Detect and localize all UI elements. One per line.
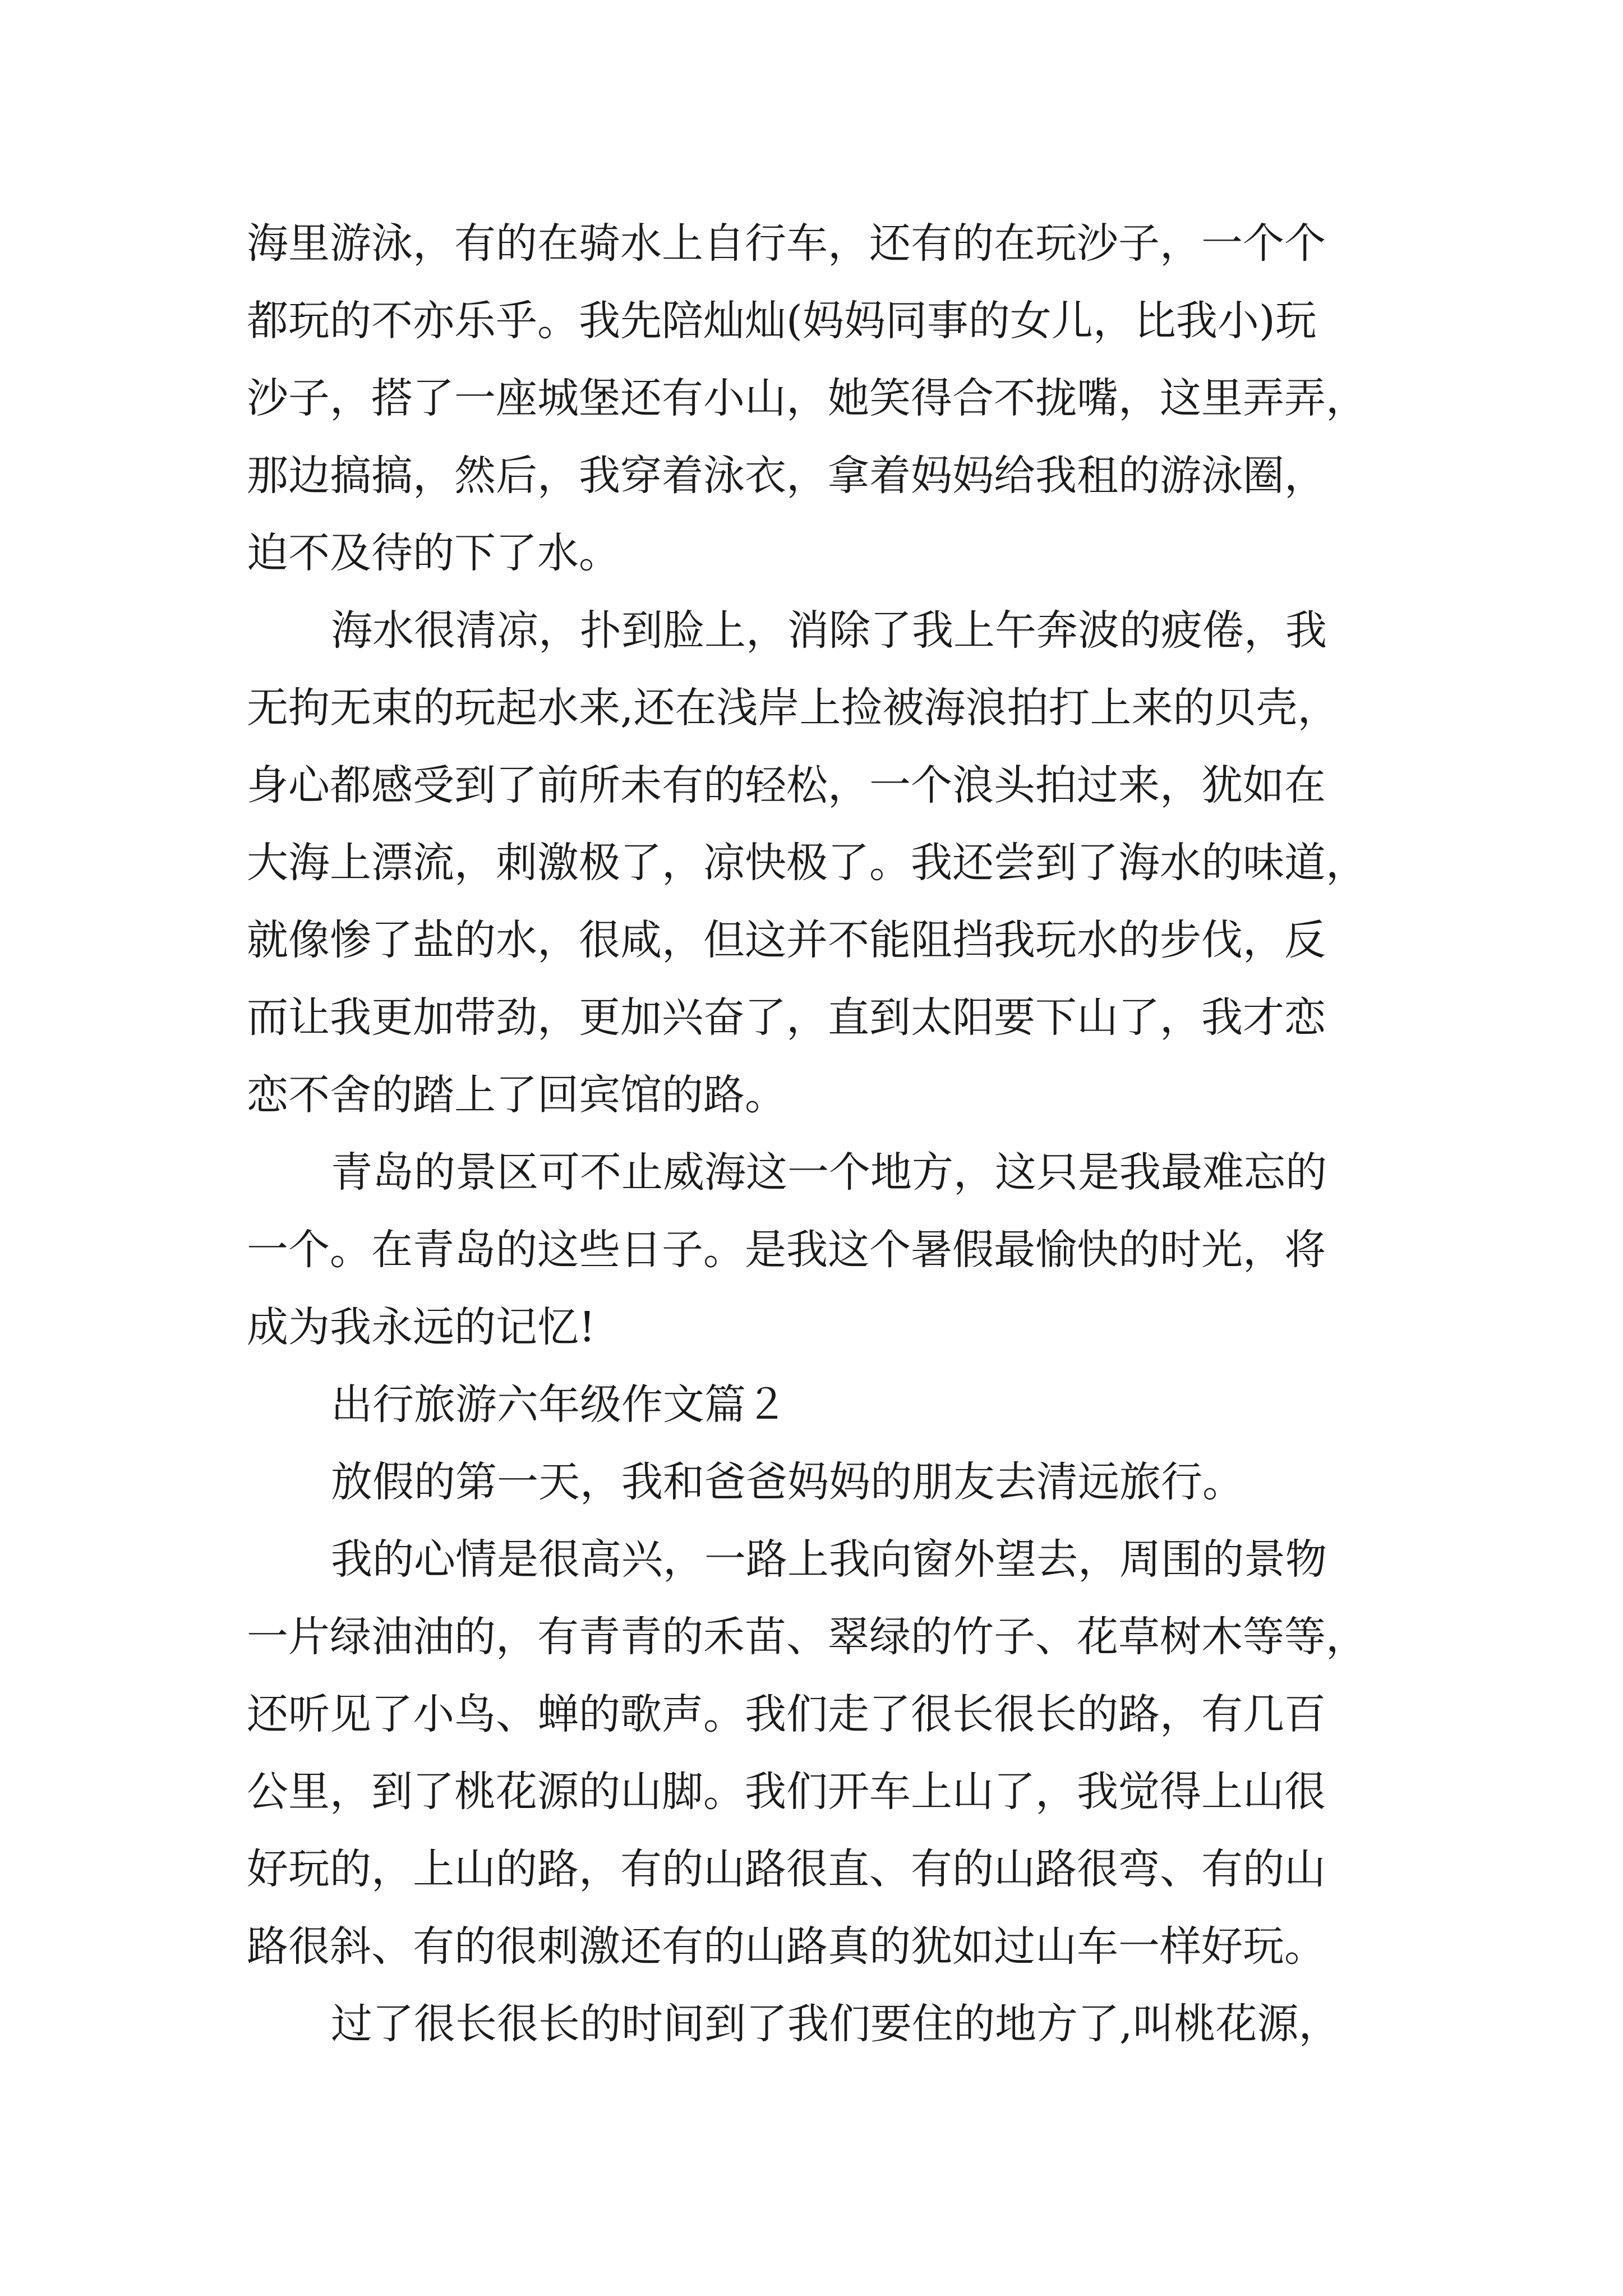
paragraph-start-line: 过了很长很长的时间到了我们要住的地方了,叫桃花源， — [331, 2000, 1340, 2048]
text-line: 大海上漂流，刺激极了，凉快极了。我还尝到了海水的味道， — [247, 839, 1367, 887]
paragraph-start-line: 我的心情是很高兴，一路上我向窗外望去，周围的景物 — [331, 1535, 1327, 1584]
document-body — [247, 205, 1402, 2063]
paragraph-start-line: 青岛的景区可不止威海这一个地方，这只是我最难忘的 — [331, 1148, 1327, 1197]
text-line: 沙子，搭了一座城堡还有小山，她笑得合不拢嘴，这里弄弄， — [247, 374, 1367, 422]
text-line: 公里，到了桃花源的山脚。我们开车上山了，我觉得上山很 — [247, 1768, 1326, 1816]
text-line: 身心都感受到了前所未有的轻松，一个浪头拍过来，犹如在 — [247, 761, 1326, 809]
text-line: 那边搞搞，然后，我穿着泳衣，拿着妈妈给我租的游泳圈， — [247, 452, 1326, 500]
section-heading: 出行旅游六年级作文篇２ — [331, 1381, 787, 1429]
text-line: 一个。在青岛的这些日子。是我这个暑假最愉快的时光，将 — [247, 1226, 1326, 1274]
text-line: 无拘无束的玩起水来,还在浅岸上捡被海浪拍打上来的贝壳， — [247, 684, 1339, 732]
paragraph-start-line: 放假的第一天，我和爸爸妈妈的朋友去清远旅行。 — [331, 1458, 1244, 1506]
paragraph-start-line: 海水很清凉，扑到脸上，消除了我上午奔波的疲倦，我 — [331, 606, 1327, 655]
text-line: 还听见了小鸟、蝉的歌声。我们走了很长很长的路，有几百 — [247, 1690, 1326, 1738]
text-line: 成为我永远的记忆! — [247, 1303, 596, 1351]
text-line: 都玩的不亦乐乎。我先陪灿灿(妈妈同事的女儿，比我小)玩 — [247, 297, 1317, 345]
text-line: 而让我更加带劲，更加兴奋了，直到太阳要下山了，我才恋 — [247, 993, 1326, 1042]
text-line: 一片绿油油的，有青青的禾苗、翠绿的竹子、花草树木等等， — [247, 1613, 1367, 1661]
text-line: 海里游泳，有的在骑水上自行车，还有的在玩沙子，一个个 — [247, 219, 1326, 268]
text-line: 路很斜、有的很刺激还有的山路真的犹如过山车一样好玩。 — [247, 1922, 1326, 1971]
text-line: 迫不及待的下了水。 — [247, 529, 620, 577]
text-line: 就像惨了盐的水，很咸，但这并不能阻挡我玩水的步伐，反 — [247, 916, 1326, 964]
text-line: 恋不舍的踏上了回宾馆的路。 — [247, 1071, 786, 1119]
text-line: 好玩的，上山的路，有的山路很直、有的山路很弯、有的山 — [247, 1845, 1326, 1893]
